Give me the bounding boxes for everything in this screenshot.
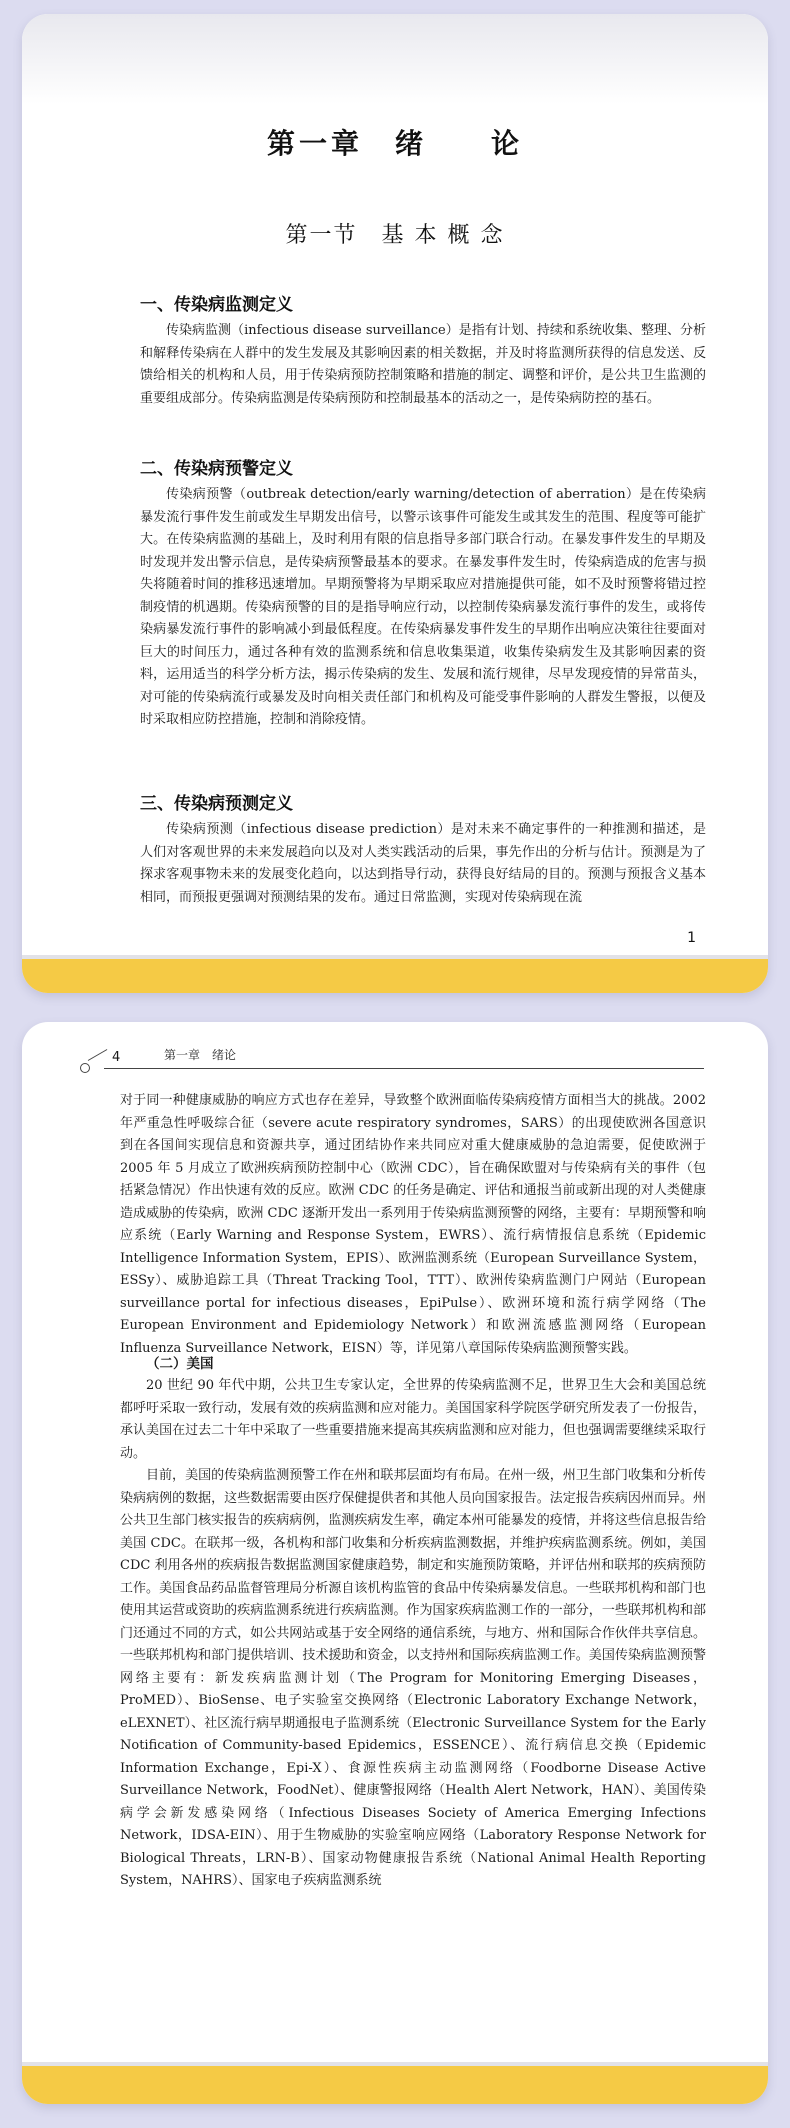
book-page-2 [22,1022,768,2104]
page-footer-band [22,959,768,993]
page-top-shading [22,14,768,104]
paragraph-surveillance-definition: 传染病监测（infectious disease surveillance）是指有计划、持续和系统收集、整理、分析和解释传染病在人群中的发生发展及其影响因素的相关数据，并及时将监测所获得的信息发送、反馈给相关的机构和人员，用于传染病预防控制策略和措施的制定、调整和评价，是公共卫生监测的重要组成部分。传染病监测是传染病预防和控制最基本的活动之一，是传染病防控的基石。 [140,323,706,406]
header-chapter-title: 第一章 绪论 [164,1048,237,1062]
heading-surveillance-definition: 一、传染病监测定义 [140,295,293,315]
heading-prediction-definition: 三、传染病预测定义 [140,794,293,814]
header-ornament-line [88,1049,108,1061]
paragraph-europe-networks: 对于同一种健康威胁的响应方式也存在差异，导致整个欧洲面临传染病疫情方面相当大的挑战。2002 年严重急性呼吸综合征（severe acute respiratory syndromes，SARS）的出现使欧洲各国意识到在各国间实现信息和资源共享，通过团结协作来共同应对重大健康威胁的急迫需要，促使欧洲于 2005 年 5 月成立了欧洲疾病预防控制中心（欧洲 CDC），旨在确保欧盟对与传染病有关的事件（包括紧急情况）作出快速有效的反应。欧洲 CDC 的任务是确定、评估和通报当前或新出现的对人类健康造成威胁的传染病，欧洲 CDC 逐渐开发出一系列用于传染病监测预警的网络，主要有：早期预警和响应系统（Early Warning and Response System，EWRS）、流行病情报信息系统（Epidemic Intelligence Information System，EPIS）、欧洲监测系统（European Surveillance System，ESSy）、威胁追踪工具（Threat Tracking Tool，TTT）、欧洲传染病监测门户网站（European surveillance portal for infectious diseases，EpiPulse）、欧洲环境和流行病学网络（The European Environment and Epidemiology Network）和欧洲流感监测网络（European Influenza Surveillance Network，EISN）等，详见第八章国际传染病监测预警实践。 [120,1093,706,1356]
chapter-title: 第一章 绪 论 [266,127,523,160]
paragraph-usa-current: 目前，美国的传染病监测预警工作在州和联邦层面均有布局。在州一级，州卫生部门收集和分析传染病病例的数据，这些数据需要由医疗保健提供者和其他人员向国家报告。法定报告疾病因州而异。州公共卫生部门核实报告的疾病病例，监测疾病发生率，确定本州可能暴发的疫情，并将这些信息报告给美国 CDC。在联邦一级，各机构和部门收集和分析疾病监测数据，并维护疾病监测系统。例如，美国 CDC 利用各州的疾病报告数据监测国家健康趋势，制定和实施预防策略，并评估州和联邦的疾病预防工作。美国食品药品监督管理局分析源自该机构监管的食品中传染病暴发信息。一些联邦机构和部门也使用其运营或资助的疾病监测系统进行疾病监测。作为国家疾病监测工作的一部分，一些联邦机构和部门还通过不同的方式，如公共网站或基于安全网络的通信系统，与地方、州和国际合作伙伴共享信息。一些联邦机构和部门提供培训、技术援助和资金，以支持州和国际疾病监测工作。美国传染病监测预警网络主要有：新发疾病监测计划（The Program for Monitoring Emerging Diseases，ProMED）、BioSense、电子实验室交换网络（Electronic Laboratory Exchange Network，eLEXNET）、社区流行病早期通报电子监测系统（Electronic Surveillance System for the Early Notification of Community-based Epidemics，ESSENCE）、流行病信息交换（Epidemic Information Exchange，Epi-X）、食源性疾病主动监测网络（Foodborne Disease Active Surveillance Network，FoodNet）、健康警报网络（Health Alert Network，HAN）、美国传染病学会新发感染网络（Infectious Diseases Society of America Emerging Infections Network，IDSA-EIN）、用于生物威胁的实验室响应网络（Laboratory Response Network for Biological Threats，LRN-B）、国家动物健康报告系统（National Animal Health Reporting System，NAHRS）、国家电子疾病监测系统 [120,1468,706,1888]
header-circle-ornament [80,1063,90,1073]
page-number: 1 [687,930,696,946]
paragraph-usa-history: 20 世纪 90 年代中期，公共卫生专家认定，全世界的传染病监测不足，世界卫生大会和美国总统都呼吁采取一致行动，发展有效的疾病监测和应对能力。美国国家科学院医学研究所发表了一份报告，承认美国在过去二十年中采取了一些重要措施来提高其疾病监测和应对能力，但也强调需要继续采取行动。 [120,1378,706,1461]
section-title: 第一节 基 本 概 念 [285,223,505,248]
running-header [80,1046,720,1074]
paragraph-early-warning-definition: 传染病预警（outbreak detection/early warning/detection of aberration）是在传染病暴发流行事件发生前或发生早期发出信号，以警示该事件可能发生或其发生的范围、程度等可能扩大。在传染病监测的基础上，及时利用有限的信息指导多部门联合行动。在暴发事件发生的早期及时发现并发出警示信息，是传染病预警最基本的要求。在暴发事件发生时，传染病造成的危害与损失将随着时间的推移迅速增加。早期预警将为早期采取应对措施提供可能，如不及时预警将错过控制疫情的机遇期。传染病预警的目的是指导响应行动，以控制传染病暴发流行事件的发生，或将传染病暴发流行事件的影响减小到最低程度。在传染病暴发事件发生的早期作出响应决策往往要面对巨大的时间压力，通过各种有效的监测系统和信息收集渠道，收集传染病发生及其影响因素的资料，运用适当的科学分析方法，揭示传染病的发生、发展和流行规律，尽早发现疫情的异常苗头，对可能的传染病流行或暴发及时向相关责任部门和机构及可能受事件影响的人群发生警报，以便及时采取相应防控措施，控制和消除疫情。 [140,487,706,727]
subheading-usa: （二）美国 [146,1356,214,1372]
header-rule [104,1068,704,1069]
paragraph-prediction-definition: 传染病预测（infectious disease prediction）是对未来不确定事件的一种推测和描述，是人们对客观世界的未来发展趋向以及对人类实践活动的后果，事先作出的分析与估计。预测是为了探求客观事物未来的发展变化趋向，以达到指导行动，获得良好结局的目的。预测与预报含义基本相同，而预报更强调对预测结果的发布。通过日常监测，实现对传染病现在流 [140,822,706,905]
page-footer-band [22,2066,768,2104]
header-page-number: 4 [112,1050,121,1065]
book-page-1 [22,14,768,993]
heading-early-warning-definition: 二、传染病预警定义 [140,459,293,479]
